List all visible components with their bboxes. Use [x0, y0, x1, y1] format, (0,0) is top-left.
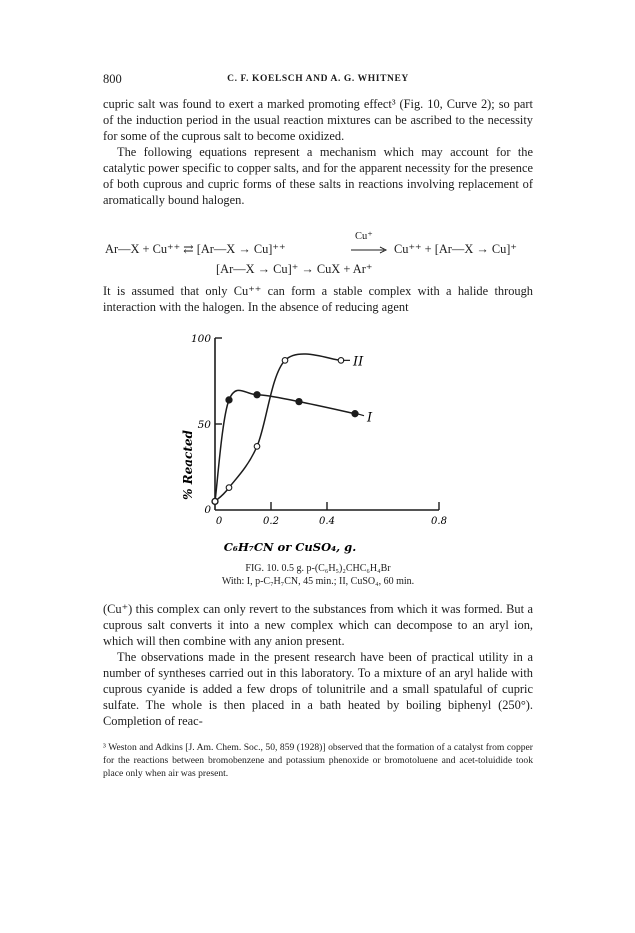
series-II-label: II — [353, 354, 364, 370]
equation-line1-left: Ar—X + Cu⁺⁺ ⇄ [Ar—X → Cu]⁺⁺ — [105, 242, 286, 256]
paragraph: The following equations represent a mechanism which may account for the catalytic power specific to copper salts, and for the apparent necessity for the presence of both cuprous and cupric forms of these salts in reactions involving replacement of aromatically bound halogen. — [103, 145, 533, 207]
series-I-line — [215, 390, 355, 501]
x-tick-label: 0.4 — [319, 516, 335, 527]
chart-axes — [215, 338, 439, 510]
chart-series — [212, 354, 373, 505]
y-tick-label: 100 — [190, 333, 211, 345]
chart-ticks — [191, 333, 447, 527]
equation-block — [103, 233, 533, 277]
text-block-bottom — [103, 601, 533, 729]
reaction-arrow-icon — [350, 246, 388, 254]
caption-line1: FIG. 10. 0.5 g. p-(C₆H₅)₂CHC₆H₄Br — [245, 563, 391, 574]
page-number: 800 — [103, 72, 122, 86]
paragraph: The observations made in the present research have been of practical utility in a number of syntheses carried out in this laboratory. To a mixture of an aryl halide with cuprous cyanide is added a few drops of tolunitrile and a small spatulaful of cupric sulfate. The whole is then placed in a bath heated by boiling biphenyl (250°). Completion of reac- — [103, 650, 533, 728]
y-tick-label: 0 — [204, 504, 211, 516]
series-II-point — [254, 444, 260, 450]
y-axis-label: % Reacted — [181, 430, 195, 500]
series-I-point — [226, 397, 232, 403]
x-tick-label: 0.2 — [263, 516, 279, 527]
series-II-point — [212, 499, 218, 505]
footnote: ³ Weston and Adkins [J. Am. Chem. Soc., 50, 859 (1928)] observed that the formation of a catalyst from copper for the reactions between bromobenzene and potassium phenoxide or bromotoluene and acet-toluidide took place only when air was present. — [103, 742, 533, 779]
page-header — [103, 72, 533, 88]
equation-arrow-label: Cu⁺ — [355, 231, 373, 242]
text-block-middle — [103, 283, 533, 315]
caption-line2: With: I, p-C₇H₇CN, 45 min.; II, CuSO₄, 60 min. — [221, 576, 415, 587]
running-head-authors: C. F. KOELSCH AND A. G. WHITNEY — [227, 74, 409, 84]
x-tick-label: 0.8 — [431, 516, 447, 527]
y-tick-label: 50 — [197, 419, 211, 431]
paragraph: (Cu⁺) this complex can only revert to the substances from which it was formed. But a cuprous salt converts it into a new complex which can decompose to an aryl ion, which will then combine with any anion present. — [103, 602, 533, 648]
series-II-point — [282, 358, 288, 364]
paragraph: It is assumed that only Cu⁺⁺ can form a stable complex with a halide through interaction with the halogen. In the absence of reducing agent — [103, 284, 533, 314]
figure-caption — [103, 562, 533, 588]
text-block-top — [103, 96, 533, 208]
equation-line1-right: Cu⁺⁺ + [Ar—X → Cu]⁺ — [394, 242, 517, 256]
series-II-point — [226, 485, 232, 491]
series-II-line — [215, 354, 341, 501]
series-I-label: I — [367, 410, 373, 426]
paragraph: cupric salt was found to exert a marked promoting effect³ (Fig. 10, Curve 2); so part of the induction period in the usual reaction mixtures can be ascribed to the necessity for some of the cuprous salt to become oxidized. — [103, 97, 533, 143]
series-I-point — [254, 392, 260, 398]
equation-line2: [Ar—X → Cu]⁺ → CuX + Ar⁺ — [216, 262, 373, 276]
x-axis-label: C₆H₇CN or CuSO₄, g. — [223, 540, 357, 554]
series-I-point — [296, 399, 302, 405]
x-tick-label: 0 — [215, 516, 223, 527]
reaction-chart — [160, 325, 470, 557]
series-II-point — [338, 358, 344, 364]
